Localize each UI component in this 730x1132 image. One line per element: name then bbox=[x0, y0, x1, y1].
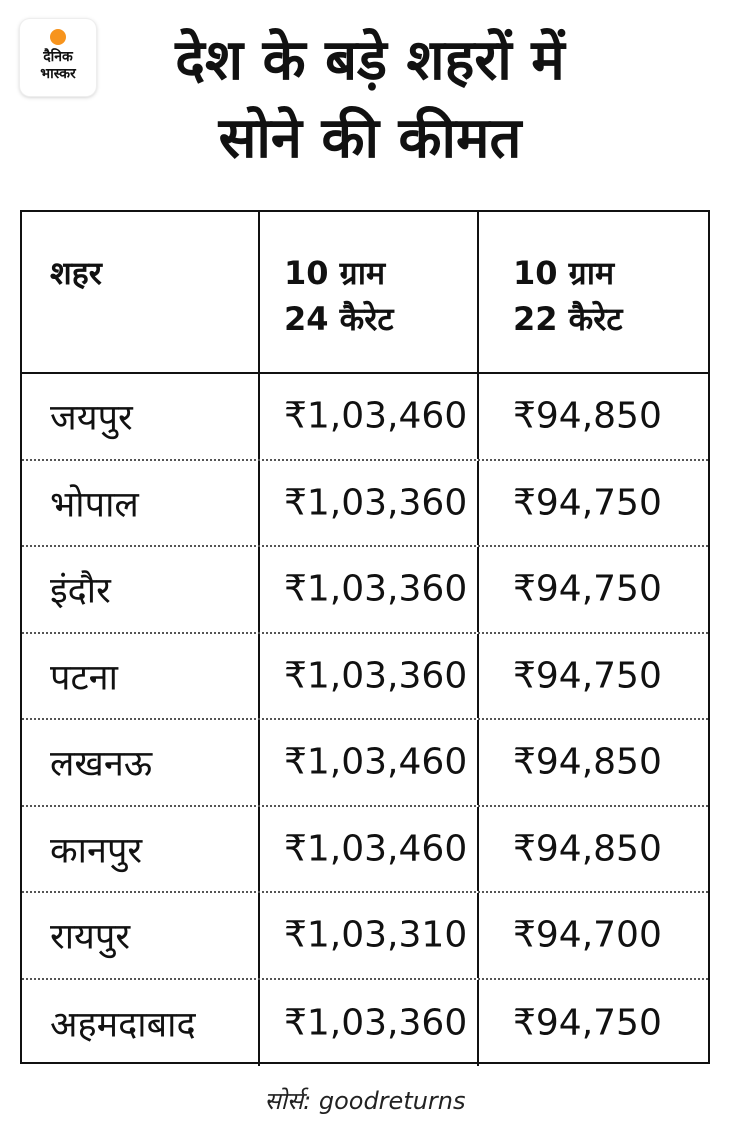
price-22k-cell bbox=[477, 980, 708, 1067]
price-24k-cell bbox=[258, 634, 477, 719]
table-row bbox=[22, 461, 708, 548]
price-22k-cell-text: ₹94,750 bbox=[513, 568, 662, 610]
header-22k-line2: 22 कैरेट bbox=[513, 300, 623, 338]
price-24k-cell bbox=[258, 374, 477, 459]
price-24k-cell-text: ₹1,03,460 bbox=[284, 395, 468, 437]
price-22k-cell bbox=[477, 374, 708, 459]
price-22k-cell-text: ₹94,750 bbox=[513, 482, 662, 524]
price-22k-cell bbox=[477, 547, 708, 632]
city-cell-text: कानपुर bbox=[50, 830, 143, 872]
city-cell-text: लखनऊ bbox=[50, 743, 153, 785]
price-22k-cell bbox=[477, 720, 708, 805]
price-24k-cell-text: ₹1,03,360 bbox=[284, 655, 468, 697]
city-cell bbox=[22, 634, 258, 719]
table-header-row bbox=[22, 212, 708, 374]
table-row bbox=[22, 720, 708, 807]
gold-price-table bbox=[20, 210, 710, 1064]
city-cell bbox=[22, 547, 258, 632]
price-22k-cell bbox=[477, 893, 708, 978]
price-22k-cell bbox=[477, 634, 708, 719]
dainik-bhaskar-logo bbox=[20, 19, 96, 96]
header-24k-line2: 24 कैरेट bbox=[284, 300, 394, 338]
price-24k-cell-text: ₹1,03,360 bbox=[284, 568, 468, 610]
price-22k-cell-text: ₹94,750 bbox=[513, 1002, 662, 1044]
price-22k-cell-text: ₹94,750 bbox=[513, 655, 662, 697]
price-24k-cell bbox=[258, 720, 477, 805]
city-cell-text: इंदौर bbox=[50, 570, 111, 612]
city-cell bbox=[22, 374, 258, 459]
price-24k-cell bbox=[258, 893, 477, 978]
city-cell-text: पटना bbox=[50, 657, 118, 699]
price-24k-cell bbox=[258, 461, 477, 546]
header-22k bbox=[477, 212, 708, 372]
city-cell bbox=[22, 893, 258, 978]
price-24k-cell-text: ₹1,03,310 bbox=[284, 914, 468, 956]
price-22k-cell-text: ₹94,850 bbox=[513, 828, 662, 870]
title-line1: देश के बड़े शहरों में bbox=[175, 28, 565, 93]
price-22k-cell-text: ₹94,850 bbox=[513, 741, 662, 783]
city-cell bbox=[22, 461, 258, 546]
page-title bbox=[110, 22, 630, 178]
price-24k-cell-text: ₹1,03,360 bbox=[284, 1002, 468, 1044]
header-city-label: शहर bbox=[50, 254, 102, 292]
city-cell bbox=[22, 980, 258, 1067]
price-24k-cell-text: ₹1,03,360 bbox=[284, 482, 468, 524]
price-22k-cell-text: ₹94,850 bbox=[513, 395, 662, 437]
logo-text-line1: दैनिक bbox=[43, 49, 73, 65]
source-caption: सोर्स: goodreturns bbox=[264, 1087, 466, 1115]
city-cell-text: अहमदाबाद bbox=[50, 1004, 196, 1046]
header-24k bbox=[258, 212, 477, 372]
city-cell-text: रायपुर bbox=[50, 916, 131, 958]
table-row bbox=[22, 547, 708, 634]
header-22k-line1: 10 ग्राम bbox=[513, 254, 615, 292]
city-cell-text: जयपुर bbox=[50, 397, 133, 439]
price-24k-cell bbox=[258, 807, 477, 892]
table-row bbox=[22, 374, 708, 461]
price-22k-cell bbox=[477, 807, 708, 892]
header-city bbox=[22, 212, 258, 372]
city-cell bbox=[22, 720, 258, 805]
header-24k-line1: 10 ग्राम bbox=[284, 254, 386, 292]
price-24k-cell bbox=[258, 547, 477, 632]
price-24k-cell-text: ₹1,03,460 bbox=[284, 828, 468, 870]
city-cell bbox=[22, 807, 258, 892]
table-row bbox=[22, 634, 708, 721]
price-24k-cell bbox=[258, 980, 477, 1067]
logo-text-line2: भास्कर bbox=[40, 66, 76, 82]
sun-icon bbox=[50, 29, 66, 45]
city-cell-text: भोपाल bbox=[50, 484, 139, 526]
price-22k-cell-text: ₹94,700 bbox=[513, 914, 662, 956]
title-line2: सोने की कीमत bbox=[218, 106, 522, 171]
price-24k-cell-text: ₹1,03,460 bbox=[284, 741, 468, 783]
table-row bbox=[22, 893, 708, 980]
table-row bbox=[22, 980, 708, 1067]
table-row bbox=[22, 807, 708, 894]
price-22k-cell bbox=[477, 461, 708, 546]
